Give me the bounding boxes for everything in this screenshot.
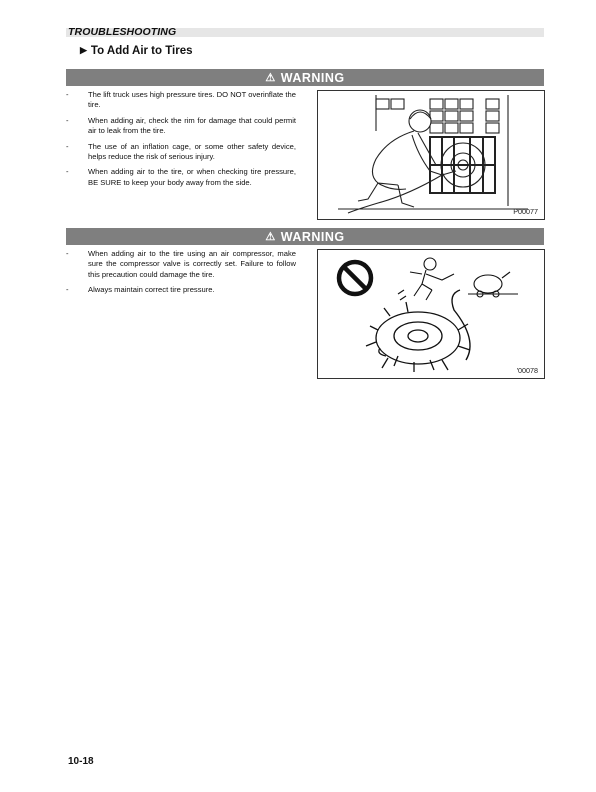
list-item: - The lift truck uses high pressure tires. DO NOT overinflate the tire.	[66, 90, 296, 110]
list-item: - The use of an inflation cage, or some other safety device, helps reduce the risk of serious injury.	[66, 141, 296, 162]
figure-compressor-warning	[317, 249, 545, 379]
warning-banner-1	[66, 69, 544, 86]
warning-list-2	[66, 249, 296, 301]
list-item: - Always maintain correct tire pressure.	[66, 285, 215, 295]
list-item: - When adding air to the tire using an air compressor, make sure the compressor valve is correctly set. Failure to follow this precaution could damage the tire.	[66, 249, 296, 279]
figure-code: P00077	[513, 207, 538, 216]
compressor-hazard-illustration	[318, 250, 544, 378]
warning-banner-2	[66, 228, 544, 245]
list-item: - When adding air to the tire, or when checking tire pressure, BE SURE to keep your body away from the side.	[66, 167, 296, 187]
right-arrow-icon: ▶	[80, 45, 87, 55]
figure-code: '00078	[516, 366, 538, 375]
warning-label-2: WARNING	[280, 229, 345, 244]
page-number: 10-18	[68, 756, 94, 767]
section-title: TROUBLESHOOTING	[68, 26, 177, 38]
warning-triangle-icon: ⚠	[265, 231, 276, 243]
warning-triangle-icon: ⚠	[265, 72, 276, 84]
figure-inflation-cage	[317, 90, 545, 220]
list-item: - When adding air, check the rim for damage that could permit air to leak from the tire.	[66, 115, 296, 136]
warning-label-1: WARNING	[280, 70, 345, 85]
inflation-cage-illustration	[318, 91, 544, 219]
sub-heading	[80, 45, 193, 57]
sub-heading-text: To Add Air to Tires	[90, 45, 193, 57]
warning-list-1	[66, 90, 296, 193]
